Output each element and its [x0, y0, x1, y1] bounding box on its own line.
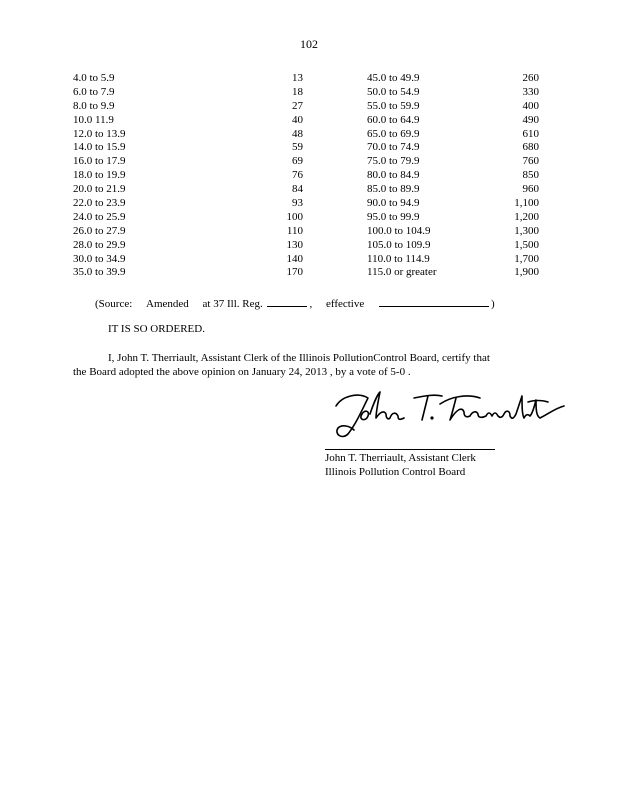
- fee-low: 93: [292, 197, 303, 210]
- weight-range-high: 75.0 to 79.9: [367, 155, 420, 168]
- weight-range-low: 22.0 to 23.9: [73, 197, 126, 210]
- fee-high: 760: [522, 155, 539, 168]
- weight-range-high: 85.0 to 89.9: [367, 183, 420, 196]
- weight-range-low: 26.0 to 27.9: [73, 224, 126, 237]
- fee-low: 48: [292, 127, 303, 140]
- certification-paragraph: [73, 351, 533, 379]
- page-number: 102: [300, 37, 318, 51]
- weight-range-low: 20.0 to 21.9: [73, 183, 126, 196]
- fee-low: 18: [292, 85, 303, 98]
- table-row: [73, 239, 543, 253]
- fee-high: 490: [522, 113, 539, 126]
- fee-low: 140: [286, 252, 303, 265]
- handwritten-signature: [328, 384, 568, 444]
- weight-range-low: 35.0 to 39.9: [73, 266, 126, 279]
- weight-range-low: 8.0 to 9.9: [73, 99, 115, 112]
- certification-line-1: I, John T. Therriault, Assistant Clerk of the Illinois PollutionControl Board, certify that: [108, 352, 490, 364]
- order-statement: IT IS SO ORDERED.: [108, 323, 205, 335]
- certification-line-2: the Board adopted the above opinion on January 24, 2013 , by a vote of 5-0 .: [73, 366, 411, 378]
- fee-high: 1,100: [514, 197, 539, 210]
- fee-low: 69: [292, 155, 303, 168]
- source-amended: Amended: [146, 298, 189, 310]
- signer-name-title: John T. Therriault, Assistant Clerk: [325, 452, 476, 464]
- weight-range-high: 100.0 to 104.9: [367, 224, 431, 237]
- signer-block: [325, 451, 476, 479]
- table-row: [73, 225, 543, 239]
- register-volume-blank: [267, 296, 307, 307]
- weight-range-high: 60.0 to 64.9: [367, 113, 420, 126]
- table-row: [73, 128, 543, 142]
- weight-range-high: 70.0 to 74.9: [367, 141, 420, 154]
- weight-range-high: 115.0 or greater: [367, 266, 437, 279]
- table-row: [73, 211, 543, 225]
- fee-low: 170: [286, 266, 303, 279]
- weight-range-high: 95.0 to 99.9: [367, 210, 420, 223]
- fee-low: 13: [292, 72, 303, 84]
- effective-date-blank: [379, 296, 489, 307]
- weight-range-low: 24.0 to 25.9: [73, 210, 126, 223]
- table-row: [73, 141, 543, 155]
- weight-range-high: 90.0 to 94.9: [367, 197, 420, 210]
- table-row: [73, 72, 543, 86]
- weight-range-high: 105.0 to 109.9: [367, 238, 431, 251]
- source-note: [95, 296, 495, 310]
- fee-low: 110: [286, 224, 303, 237]
- weight-range-low: 18.0 to 19.9: [73, 169, 126, 182]
- fee-low: 59: [292, 141, 303, 154]
- fee-low: 27: [292, 99, 303, 112]
- weight-range-low: 14.0 to 15.9: [73, 141, 126, 154]
- table-row: [73, 169, 543, 183]
- fee-high: 1,200: [514, 210, 539, 223]
- fee-high: 260: [522, 72, 539, 84]
- source-comma: ,: [309, 298, 313, 310]
- table-row: [73, 100, 543, 114]
- weight-range-low: 30.0 to 34.9: [73, 252, 126, 265]
- source-open: (Source:: [95, 298, 133, 310]
- weight-range-high: 80.0 to 84.9: [367, 169, 420, 182]
- table-row: [73, 197, 543, 211]
- fee-high: 400: [522, 99, 539, 112]
- source-effective: effective: [325, 298, 365, 310]
- fee-low: 100: [286, 210, 303, 223]
- fee-high: 850: [522, 169, 539, 182]
- fee-high: 330: [522, 85, 539, 98]
- weight-range-low: 12.0 to 13.9: [73, 127, 126, 140]
- weight-range-low: 10.0 11.9: [73, 113, 114, 126]
- table-row: [73, 155, 543, 169]
- table-row: [73, 114, 543, 128]
- weight-range-high: 55.0 to 59.9: [367, 99, 420, 112]
- fee-high: 960: [522, 183, 539, 196]
- source-close: ): [491, 298, 495, 310]
- weight-range-high: 65.0 to 69.9: [367, 127, 420, 140]
- weight-range-low: 16.0 to 17.9: [73, 155, 126, 168]
- weight-range-high: 45.0 to 49.9: [367, 72, 420, 84]
- fee-high: 1,300: [514, 224, 539, 237]
- fee-low: 76: [292, 169, 303, 182]
- weight-range-low: 28.0 to 29.9: [73, 238, 126, 251]
- table-row: [73, 86, 543, 100]
- weight-range-high: 50.0 to 54.9: [367, 85, 420, 98]
- table-row: [73, 183, 543, 197]
- fee-low: 84: [292, 183, 303, 196]
- fee-high: 1,700: [514, 252, 539, 265]
- fee-low: 40: [292, 113, 303, 126]
- weight-range-high: 110.0 to 114.9: [367, 252, 430, 265]
- table-row: [73, 253, 543, 267]
- signer-organization: Illinois Pollution Control Board: [325, 466, 466, 478]
- fee-high: 1,500: [514, 238, 539, 251]
- fee-low: 130: [286, 238, 303, 251]
- table-row: [73, 266, 543, 280]
- fee-high: 610: [522, 127, 539, 140]
- fee-high: 1,900: [514, 266, 539, 279]
- weight-range-low: 6.0 to 7.9: [73, 85, 115, 98]
- fee-high: 680: [522, 141, 539, 154]
- source-reg: at 37 Ill. Reg.: [202, 298, 263, 310]
- weight-range-low: 4.0 to 5.9: [73, 72, 115, 84]
- fee-table: [73, 72, 543, 280]
- signature-line: [325, 449, 495, 450]
